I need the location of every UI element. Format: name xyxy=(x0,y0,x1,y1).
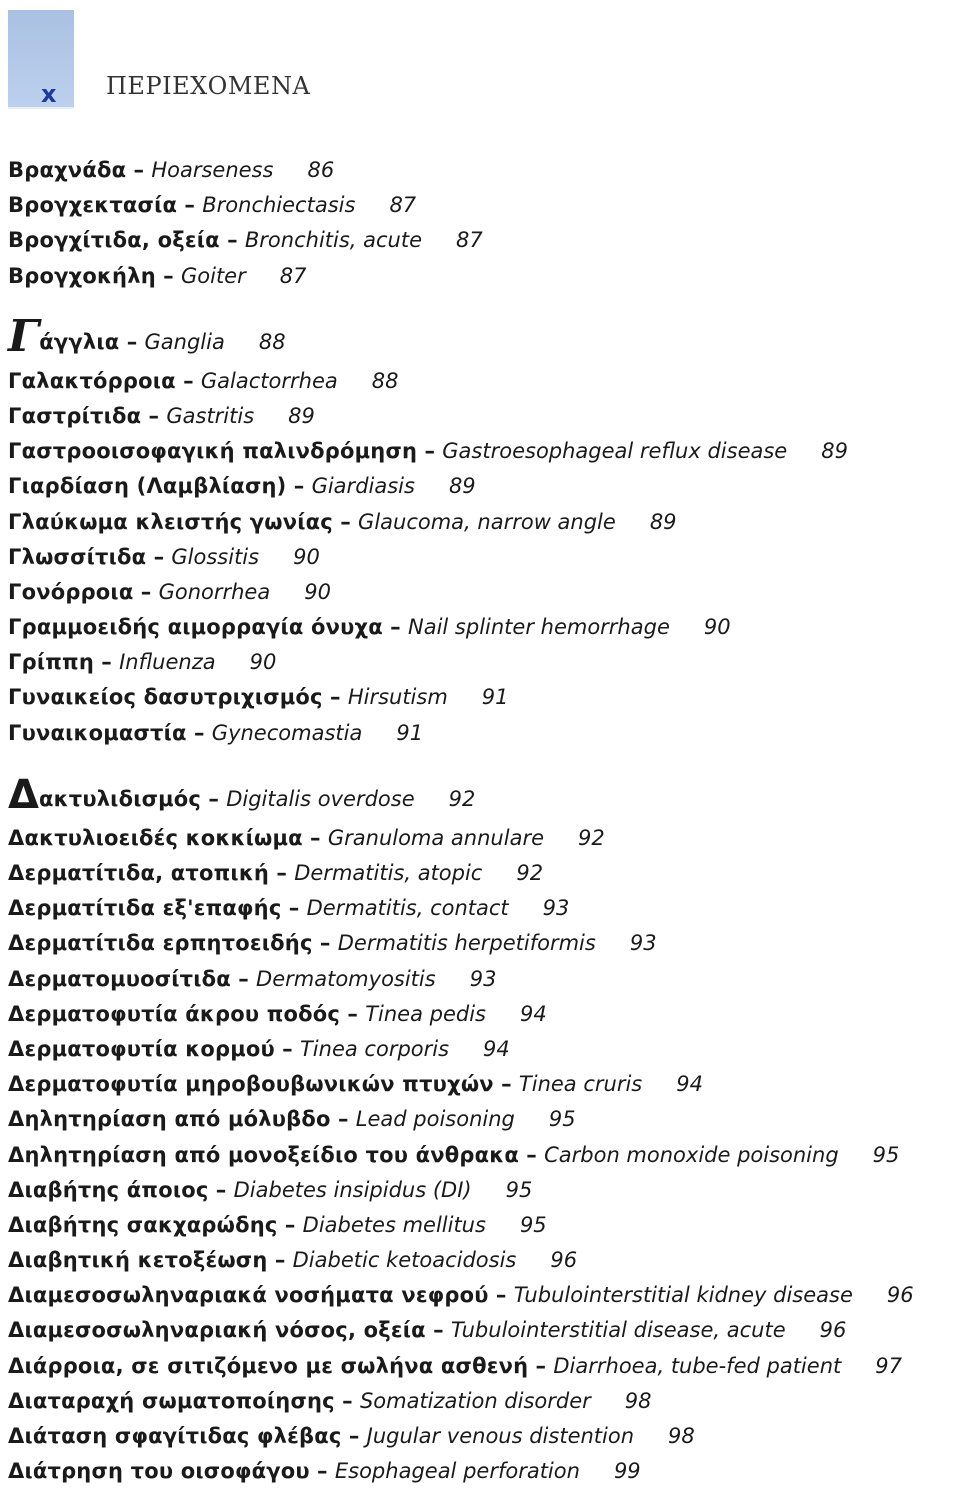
entry-english-term: Carbon monoxide poisoning xyxy=(544,1142,839,1167)
entry-english-term: Lead poisoning xyxy=(355,1107,515,1132)
entry-separator: – xyxy=(302,825,328,850)
entry-separator: – xyxy=(208,1177,234,1202)
entry-page-number: 94 xyxy=(676,1072,703,1097)
entry-separator: – xyxy=(382,615,408,640)
entry-english-term: Dermatitis herpetiformis xyxy=(337,931,596,956)
entry-page-number: 99 xyxy=(613,1459,641,1484)
entry-page-number: 91 xyxy=(481,685,509,710)
entry-separator: – xyxy=(322,685,348,710)
entry-separator: – xyxy=(312,931,338,956)
entry-english-term: Ganglia xyxy=(144,329,225,354)
entry-greek-term: Γαστρίτιδα xyxy=(8,403,142,428)
contents-entry xyxy=(8,188,960,223)
entry-separator: – xyxy=(93,650,120,675)
contents-entry xyxy=(8,1067,960,1102)
contents-entry xyxy=(8,1454,960,1489)
entry-english-term: Esophageal perforation xyxy=(334,1459,580,1484)
entry-separator: – xyxy=(267,1248,293,1273)
entry-page-number: 96 xyxy=(886,1283,914,1308)
contents-entry xyxy=(8,434,960,469)
entry-english-term: Somatization disorder xyxy=(359,1388,591,1413)
entry-separator: – xyxy=(126,158,152,182)
entry-english-term: Digitalis overdose xyxy=(226,786,415,811)
contents-entry xyxy=(8,821,960,856)
entry-page-number: 90 xyxy=(249,650,277,675)
entry-separator: – xyxy=(341,1424,367,1448)
entry-greek-term: Διαμεσοσωληναριακή νόσος, οξεία xyxy=(8,1318,426,1343)
entry-page-number: 97 xyxy=(875,1353,902,1378)
entry-separator: – xyxy=(518,1142,545,1167)
entry-english-term: Bronchitis, acute xyxy=(244,228,423,253)
entry-greek-term: Γυναικομαστία xyxy=(8,720,187,745)
entry-greek-term: Δερματίτιδα ερπητοειδής xyxy=(8,931,313,956)
contents-entry xyxy=(8,540,960,575)
entry-page-number: 90 xyxy=(703,615,731,640)
section-gap xyxy=(8,751,960,777)
entry-separator: – xyxy=(286,474,312,499)
entry-english-term: Granuloma annulare xyxy=(327,825,544,850)
entry-greek-term: Δερματομυοσίτιδα xyxy=(8,966,231,991)
entry-page-number: 89 xyxy=(649,509,677,534)
contents-section xyxy=(8,771,960,1489)
section-initial: Δ xyxy=(8,771,39,818)
entry-page-number: 93 xyxy=(542,896,570,921)
entry-page-number: 93 xyxy=(629,931,657,956)
entry-separator: – xyxy=(219,228,245,253)
contents-entry xyxy=(8,645,960,680)
entry-page-number: 92 xyxy=(516,861,544,885)
entry-greek-term: Γαλακτόρροια xyxy=(8,368,176,393)
entry-separator: – xyxy=(146,544,172,569)
entry-greek-term: Διάτρηση του οισοφάγου xyxy=(8,1459,310,1484)
entry-greek-term: Γλαύκωμα κλειστής γωνίας xyxy=(8,509,333,534)
entry-english-term: Diabetes mellitus xyxy=(302,1212,486,1237)
section-initial: Γ xyxy=(8,310,40,362)
entry-english-term: Diabetes insipidus (DI) xyxy=(233,1177,472,1202)
entry-greek-term: Διαβητική κετοξέωση xyxy=(8,1248,268,1273)
entry-page-number: 94 xyxy=(519,1001,547,1026)
entry-greek-term: Διάταση σφαγίτιδας φλέβας xyxy=(8,1424,342,1448)
entry-separator: – xyxy=(281,896,307,921)
entry-separator: – xyxy=(141,403,167,428)
entry-separator: – xyxy=(175,368,201,393)
entry-english-term: Influenza xyxy=(119,650,216,675)
entry-separator: – xyxy=(340,1001,366,1026)
entry-greek-term: Γρίππη xyxy=(8,650,94,675)
entry-greek-term: Δερματίτιδα εξ'επαφής xyxy=(8,896,282,921)
entry-page-number: 91 xyxy=(396,720,424,745)
entry-greek-term: Δηλητηρίαση από μόλυβδο xyxy=(8,1107,331,1132)
entry-page-number: 89 xyxy=(288,403,315,428)
entry-page-number: 88 xyxy=(371,368,399,393)
entry-english-term: Hoarseness xyxy=(151,158,274,182)
entry-page-number: 94 xyxy=(483,1036,510,1061)
entry-separator: – xyxy=(269,861,295,885)
entry-page-number: 90 xyxy=(293,544,320,569)
entry-greek-term: Διαμεσοσωληναριακά νοσήματα νεφρού xyxy=(8,1283,489,1308)
section-gap xyxy=(8,294,960,320)
entry-greek-term: Βραχνάδα xyxy=(8,158,127,182)
contents-entry xyxy=(8,1138,960,1173)
entry-english-term: Gastritis xyxy=(166,403,255,428)
contents-entry xyxy=(8,223,960,258)
contents-entry xyxy=(8,680,960,715)
entry-page-number: 92 xyxy=(448,786,476,811)
entry-page-number: 86 xyxy=(307,158,335,182)
entry-english-term: Nail splinter hemorrhage xyxy=(408,615,670,640)
entry-page-number: 87 xyxy=(389,193,417,218)
entry-english-term: Tubulointerstitial kidney disease xyxy=(513,1283,853,1308)
entry-page-number: 93 xyxy=(469,966,497,991)
entry-english-term: Tinea pedis xyxy=(365,1001,486,1026)
entry-english-term: Diarrhoea, tube-fed patient xyxy=(553,1353,842,1378)
contents-entry xyxy=(8,1243,960,1278)
entry-greek-term: Δακτυλιοειδές κοκκίωμα xyxy=(8,825,303,850)
entry-greek-term: Δερματοφυτία άκρου ποδός xyxy=(8,1001,341,1026)
contents-entry xyxy=(8,1102,960,1137)
contents-entry xyxy=(8,575,960,610)
entry-greek-term: Βρογχίτιδα, οξεία xyxy=(8,228,220,253)
entry-greek-term: Γιαρδίαση (Λαμβλίαση) xyxy=(8,474,287,499)
entry-english-term: Dermatitis, contact xyxy=(306,896,509,921)
entry-separator: – xyxy=(330,1107,356,1132)
contents-entry xyxy=(8,399,960,434)
contents-entry xyxy=(8,259,960,294)
entry-page-number: 95 xyxy=(505,1177,533,1202)
entry-page-number: 89 xyxy=(448,474,476,499)
entry-separator: – xyxy=(332,509,359,534)
entry-english-term: Goiter xyxy=(180,263,246,288)
contents-entry xyxy=(8,856,960,891)
contents-list xyxy=(8,153,960,1489)
entry-separator: – xyxy=(488,1283,514,1308)
entry-english-term: Jugular venous distention xyxy=(366,1424,635,1448)
entry-separator: – xyxy=(309,1459,335,1484)
entry-english-term: Glossitis xyxy=(171,544,260,569)
entry-english-term: Diabetic ketoacidosis xyxy=(292,1248,517,1273)
entry-greek-term: Δερματοφυτία κορμού xyxy=(8,1036,275,1061)
entry-greek-term: Διαβήτης σακχαρώδης xyxy=(8,1212,278,1237)
entry-english-term: Bronchiectasis xyxy=(202,193,356,218)
contents-entry xyxy=(8,364,960,399)
entry-greek-term: Γαστροοισοφαγική παλινδρόμηση xyxy=(8,439,418,464)
entry-english-term: Hirsutism xyxy=(347,685,448,710)
entry-english-term: Gastroesophageal reflux disease xyxy=(442,439,788,464)
entry-page-number: 95 xyxy=(548,1107,576,1132)
entry-separator: – xyxy=(528,1353,554,1378)
contents-entry xyxy=(8,891,960,926)
page-number: x xyxy=(41,80,57,108)
contents-entry xyxy=(8,1384,960,1419)
entry-page-number: 88 xyxy=(258,329,286,354)
page-number-tab xyxy=(8,10,74,109)
entry-page-number: 92 xyxy=(578,825,605,850)
contents-entry xyxy=(8,997,960,1032)
contents-entry xyxy=(8,1173,960,1208)
entry-greek-term: Βρογχεκτασία xyxy=(8,193,178,218)
contents-entry xyxy=(8,610,960,645)
entry-greek-term: Βρογχοκήλη xyxy=(8,263,156,288)
contents-entry xyxy=(8,962,960,997)
entry-english-term: Gonorrhea xyxy=(158,579,271,604)
entry-page-number: 95 xyxy=(519,1212,547,1237)
contents-entry xyxy=(8,505,960,540)
entry-separator: – xyxy=(425,1318,451,1343)
contents-entry xyxy=(8,153,960,188)
entry-greek-term: Γυναικείος δασυτριχισμός xyxy=(8,685,323,710)
entry-page-number: 90 xyxy=(304,579,331,604)
contents-entry xyxy=(8,716,960,751)
entry-separator: – xyxy=(230,966,257,991)
entry-english-term: Galactorrhea xyxy=(200,368,338,393)
contents-entry xyxy=(8,1208,960,1243)
entry-page-number: 96 xyxy=(550,1248,578,1273)
entry-greek-term: Γλωσσίτιδα xyxy=(8,544,147,569)
entry-greek-term: ακτυλιδισμός xyxy=(38,786,202,811)
entry-english-term: Tinea corporis xyxy=(299,1036,450,1061)
entry-greek-term: Γονόρροια xyxy=(8,579,134,604)
entry-english-term: Giardiasis xyxy=(311,474,415,499)
entry-separator: – xyxy=(274,1036,300,1061)
entry-page-number: 89 xyxy=(821,439,848,464)
entry-separator: – xyxy=(186,720,212,745)
contents-entry xyxy=(8,1349,960,1384)
contents-entry xyxy=(8,926,960,961)
entry-separator: – xyxy=(417,439,443,464)
entry-greek-term: Δηλητηρίαση από μονοξείδιο του άνθρακα xyxy=(8,1142,519,1167)
entry-separator: – xyxy=(334,1388,360,1413)
entry-greek-term: Δερματοφυτία μηροβουβωνικών πτυχών xyxy=(8,1072,494,1097)
entry-english-term: Dermatomyositis xyxy=(256,966,436,991)
entry-english-term: Glaucoma, narrow angle xyxy=(358,509,616,534)
entry-separator: – xyxy=(177,193,203,218)
contents-section xyxy=(8,153,960,294)
contents-entry xyxy=(8,310,960,364)
contents-entry xyxy=(8,1032,960,1067)
page-title: ΠΕΡΙΕΧΟΜΕΝΑ xyxy=(106,72,311,100)
entry-page-number: 96 xyxy=(819,1318,847,1343)
entry-greek-term: Γραμμοειδής αιμορραγία όνυχα xyxy=(8,615,383,640)
entry-separator: – xyxy=(277,1212,303,1237)
entry-greek-term: Διαβήτης άποιος xyxy=(8,1177,209,1202)
entry-separator: – xyxy=(155,263,181,288)
entry-greek-term: άγγλια xyxy=(39,329,120,354)
entry-page-number: 87 xyxy=(279,263,307,288)
entry-greek-term: Δερματίτιδα, ατοπική xyxy=(8,861,270,885)
entry-separator: – xyxy=(201,786,227,811)
entry-separator: – xyxy=(133,579,159,604)
contents-section xyxy=(8,310,960,751)
entry-greek-term: Διαταραχή σωματοποίησης xyxy=(8,1388,335,1413)
entry-english-term: Tinea cruris xyxy=(518,1072,643,1097)
entry-english-term: Gynecomastia xyxy=(211,720,363,745)
entry-english-term: Dermatitis, atopic xyxy=(294,861,483,885)
entry-page-number: 98 xyxy=(624,1388,652,1413)
contents-entry xyxy=(8,771,960,821)
entry-separator: – xyxy=(493,1072,519,1097)
entry-greek-term: Διάρροια, σε σιτιζόμενο με σωλήνα ασθενή xyxy=(8,1353,529,1378)
entry-separator: – xyxy=(119,329,145,354)
entry-page-number: 87 xyxy=(456,228,483,253)
contents-entry xyxy=(8,1419,960,1454)
contents-entry xyxy=(8,1278,960,1313)
entry-page-number: 95 xyxy=(872,1142,900,1167)
entry-english-term: Tubulointerstitial disease, acute xyxy=(450,1318,786,1343)
contents-entry xyxy=(8,469,960,504)
entry-page-number: 98 xyxy=(668,1424,695,1448)
contents-entry xyxy=(8,1313,960,1348)
